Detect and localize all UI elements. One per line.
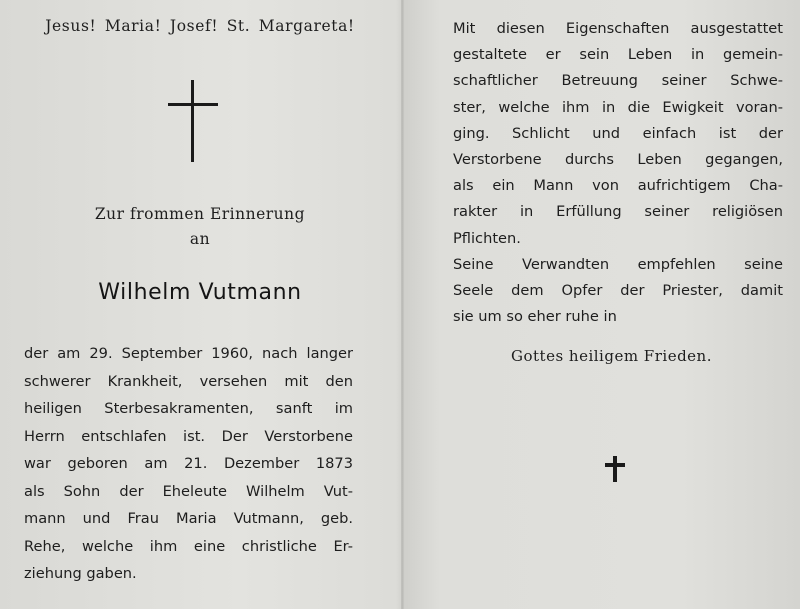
right-panel bbox=[405, 0, 800, 609]
text-line: Pflichten. bbox=[453, 229, 521, 247]
small-cross-icon bbox=[604, 456, 626, 482]
large-cross-icon bbox=[168, 80, 218, 162]
text-line: Verstorbene durchs Leben gegangen, bbox=[453, 151, 783, 169]
text-line: der am 29. September 1960, nach langer bbox=[24, 345, 353, 362]
text-line: als Sohn der Eheleute Wilhelm Vut- bbox=[24, 482, 353, 500]
memory-line: an bbox=[189, 230, 211, 248]
text-line: gestaltete er sein Leben in gemein- bbox=[453, 46, 783, 64]
text-line: schwerer Krankheit, versehen mit den bbox=[24, 372, 353, 390]
text-line: als ein Mann von aufrichtigem Cha- bbox=[453, 177, 783, 195]
text-line: Rehe, welche ihm eine christliche Er- bbox=[24, 537, 353, 555]
invocation-text: Jesus! Maria! Josef! St. Margareta! bbox=[45, 17, 355, 35]
text-line: rakter in Erfüllung seiner religiösen bbox=[453, 203, 783, 221]
text-line: ging. Schlicht und einfach ist der bbox=[453, 124, 783, 142]
text-line: schaftlicher Betreuung seiner Schwe- bbox=[453, 72, 783, 90]
right-body-text bbox=[453, 16, 783, 330]
text-line: ziehung gaben. bbox=[24, 565, 137, 582]
text-line: Seele dem Opfer der Priester, damit bbox=[453, 282, 783, 300]
closing-line: Gottes heiligem Frieden. bbox=[511, 347, 712, 365]
text-line: heiligen Sterbesakramenten, sanft im bbox=[24, 400, 353, 417]
memory-heading bbox=[0, 202, 400, 252]
text-line: mann und Frau Maria Vutmann, geb. bbox=[24, 510, 353, 527]
left-body-text bbox=[24, 340, 353, 588]
text-line: Seine Verwandten empfehlen seine bbox=[453, 255, 783, 273]
text-line: Mit diesen Eigenschaften ausgestattet bbox=[453, 20, 783, 37]
text-line: war geboren am 21. Dezember 1873 bbox=[24, 455, 353, 472]
memory-line: Zur frommen Erinnerung bbox=[94, 205, 306, 223]
text-line: Herrn entschlafen ist. Der Verstorbene bbox=[24, 427, 353, 445]
text-line: sie um so eher ruhe in bbox=[453, 308, 617, 326]
card-fold bbox=[401, 0, 404, 609]
deceased-name: Wilhelm Vutmann bbox=[98, 280, 302, 305]
text-line: ster, welche ihm in die Ewigkeit voran- bbox=[453, 98, 783, 116]
